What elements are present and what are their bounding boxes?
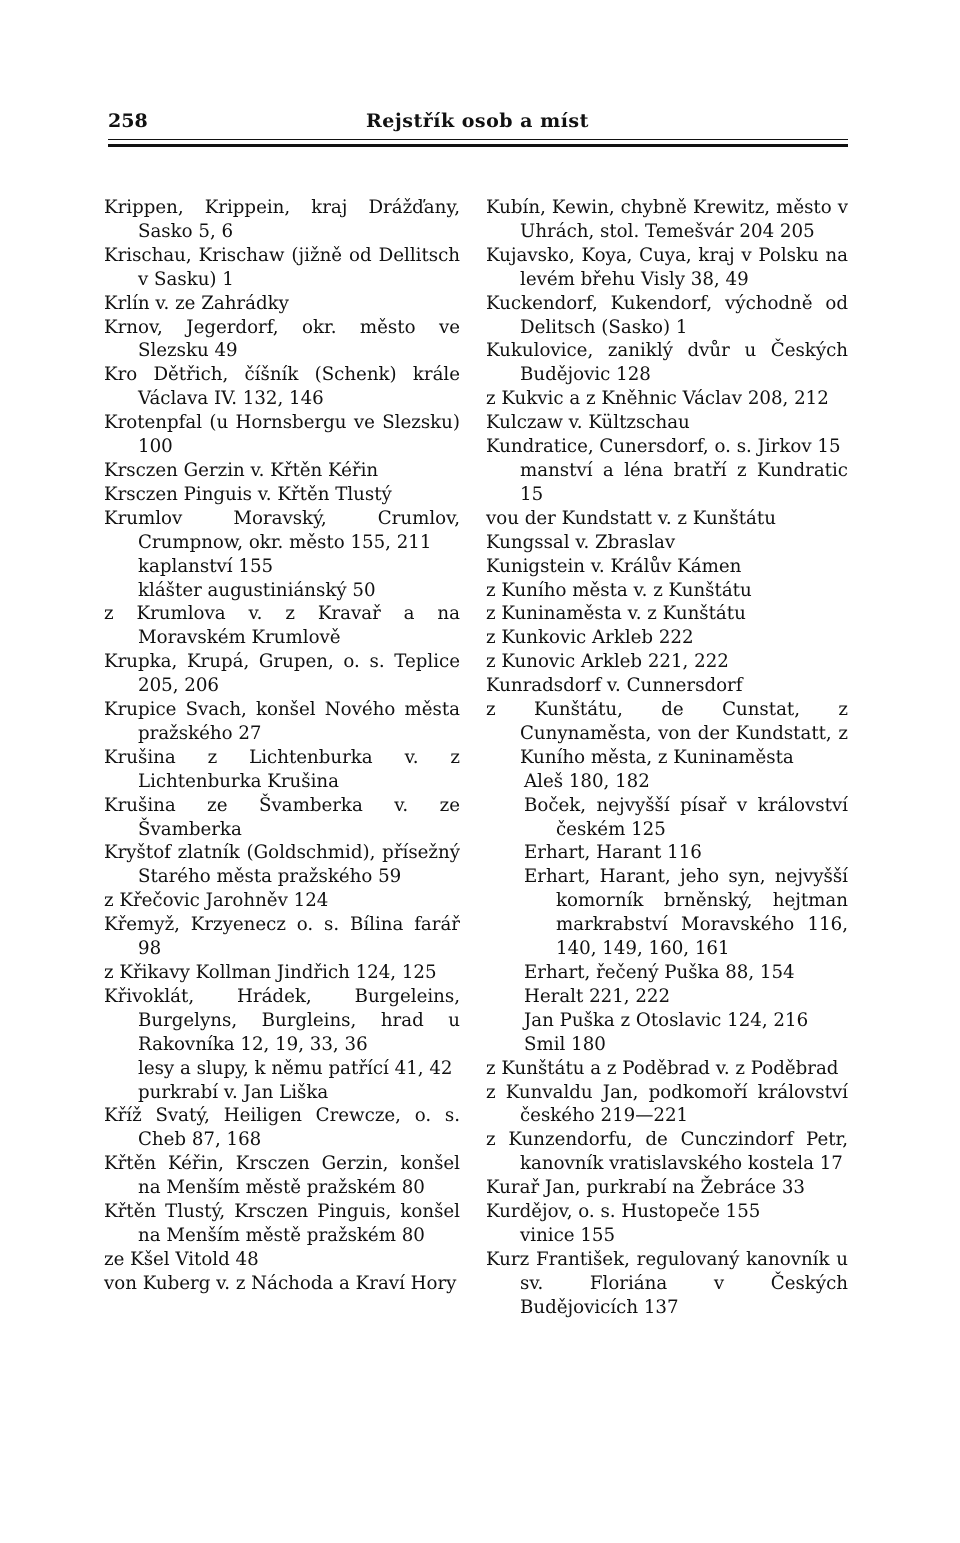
index-entry: Křtěn Tlustý, Krsczen Pinguis, konšel na Menším městě pražském 80	[104, 1201, 460, 1246]
index-entry: Kurdějov, o. s. Hustopeče 155	[486, 1201, 761, 1223]
index-entry: Kundratice, Cunersdorf, o. s. Jirkov 15	[486, 436, 841, 458]
running-title: Rejstřík osob a míst	[366, 110, 589, 132]
index-entry: z Křečovic Jarohněv 124	[104, 890, 329, 912]
index-entry: von Kuberg v. z Náchoda a Kraví Hory	[104, 1272, 457, 1294]
index-entry: Krsczen Pinguis v. Křtěn Tlustý	[104, 483, 392, 505]
index-entry: Krnov, Jegerdorf, okr. město ve Slezsku 49	[104, 316, 460, 362]
index-subentry: Aleš 180, 182	[524, 770, 650, 792]
index-entry: Kungssal v. Zbraslav	[486, 531, 676, 553]
index-entry: Krumlov Moravský, Crumlov, Crumpnow, okr. město 155, 211	[104, 507, 460, 553]
index-entry: Krippen, Krippein, kraj Drážďany, Sasko 5, 6	[104, 197, 460, 242]
index-entry: z Křikavy Kollman Jindřich 124, 125	[104, 962, 437, 983]
index-entry: Krušina ze Švamberka v. ze Švamberka	[104, 794, 460, 840]
index-subentry: kaplanství 155	[138, 555, 274, 577]
index-entry: z Krumlova v. z Kravař a na Moravském Krumlově	[104, 603, 460, 649]
index-entry: Krupice Svach, konšel Nového města pražského 27	[104, 699, 460, 744]
index-entry: z Kunzendorfu, de Cunczindorf Petr, kanovník vratislavského kostela 17	[486, 1129, 848, 1175]
index-entry: Krušina z Lichtenburka v. z Lichtenburka Krušina	[104, 746, 460, 792]
index-subentry: Boček, nejvyšší písař v království českém 125	[524, 794, 848, 840]
index-subentry: purkrabí v. Jan Liška	[138, 1081, 329, 1103]
index-entry: Kubín, Kewin, chybně Krewitz, město v Uhrách, stol. Temešvár 204 205	[486, 197, 848, 242]
index-entry: Kryštof zlatník (Goldschmid), přísežný Starého města pražského 59	[104, 842, 460, 888]
index-subentry: Erhart, Harant 116	[524, 842, 702, 864]
header-rule-thin	[108, 139, 848, 140]
index-entry: Kujavsko, Koya, Cuya, kraj v Polsku na levém břehu Visly 38, 49	[486, 244, 848, 290]
index-subentry: Erhart, řečený Puška 88, 154	[524, 962, 795, 983]
index-entry: Krsczen Gerzin v. Křtěn Kéřin	[104, 459, 379, 481]
index-entry: Kulczaw v. Kültzschau	[486, 412, 690, 434]
page-header	[108, 110, 848, 136]
index-entry: z Kukvic a z Kněhnic Václav 208, 212	[486, 388, 829, 410]
index-entry: z Kunkovic Arkleb 222	[486, 627, 694, 649]
index-subentry: lesy a slupy, k němu patřící 41, 42	[138, 1057, 453, 1079]
index-entry: z Kunovic Arkleb 221, 222	[486, 651, 729, 673]
index-entry: Křtěn Kéřin, Krsczen Gerzin, konšel na Menším městě pražském 80	[104, 1153, 460, 1199]
index-entry: Kuckendorf, Kukendorf, východně od Delitsch (Sasko) 1	[486, 292, 848, 338]
index-entry: z Kunštátu, de Cunstat, z Cunynaměsta, von der Kundstatt, z Kuního města, z Kuninaměsta	[486, 699, 848, 768]
index-subentry: Erhart, Harant, jeho syn, nejvyšší komorník brněnský, hejtman markrabství Moravského 116, 140, 149, 160, 161	[524, 866, 848, 960]
header-rule-thick	[108, 144, 848, 147]
index-entry: Kurz František, regulovaný kanovník u sv. Floriána v Českých Budějovicích 137	[486, 1248, 848, 1318]
index-entry: Kurař Jan, purkrabí na Žebráce 33	[486, 1177, 805, 1199]
index-entry: Kříž Svatý, Heiligen Crewcze, o. s. Cheb 87, 168	[104, 1105, 460, 1151]
index-entry: z Kunvaldu Jan, podkomoří království českého 219—221	[486, 1081, 848, 1127]
index-subentry: Smil 180	[524, 1033, 606, 1055]
index-entry: z Kuního města v. z Kunštátu	[486, 579, 752, 601]
page-number: 258	[108, 110, 148, 132]
index-entry: ze Kšel Vitold 48	[104, 1248, 259, 1270]
index-entry: Kunradsdorf v. Cunnersdorf	[486, 675, 743, 697]
index-entry: Křemyž, Krzyenecz o. s. Bílina farář 98	[104, 914, 460, 960]
index-entry: Krotenpfal (u Hornsbergu ve Slezsku) 100	[104, 412, 460, 458]
index-entry: Krupka, Krupá, Grupen, o. s. Teplice 205, 206	[104, 651, 460, 697]
index-subentry: Heralt 221, 222	[524, 985, 671, 1007]
index-entry: Kukulovice, zaniklý dvůr u Českých Budějovic 128	[486, 340, 848, 386]
index-entry: z Kunštátu a z Poděbrad v. z Poděbrad	[486, 1057, 839, 1079]
index-entry: Křivoklát, Hrádek, Burgeleins, Burgelyns, Burgleins, hrad u Rakovníka 12, 19, 33, 36	[104, 985, 460, 1055]
index-subentry: Jan Puška z Otoslavic 124, 216	[524, 1009, 809, 1031]
index-entry: vou der Kundstatt v. z Kunštátu	[486, 507, 776, 529]
index-column-left	[104, 196, 460, 1296]
index-subentry: klášter augustiniánský 50	[138, 579, 376, 601]
index-entry: Kunigstein v. Králův Kámen	[486, 555, 742, 577]
index-entry: Krlín v. ze Zahrádky	[104, 292, 289, 314]
index-subentry: manství a léna bratří z Kundratic 15	[520, 459, 848, 505]
index-entry: Kro Dětřich, číšník (Schenk) krále Václava IV. 132, 146	[104, 364, 460, 410]
index-entry: Krischau, Krischaw (jižně od Dellitsch v Sasku) 1	[104, 244, 460, 290]
index-entry: z Kuninaměsta v. z Kunštátu	[486, 603, 746, 625]
index-subentry: vinice 155	[520, 1224, 616, 1246]
index-column-right	[486, 196, 848, 1320]
